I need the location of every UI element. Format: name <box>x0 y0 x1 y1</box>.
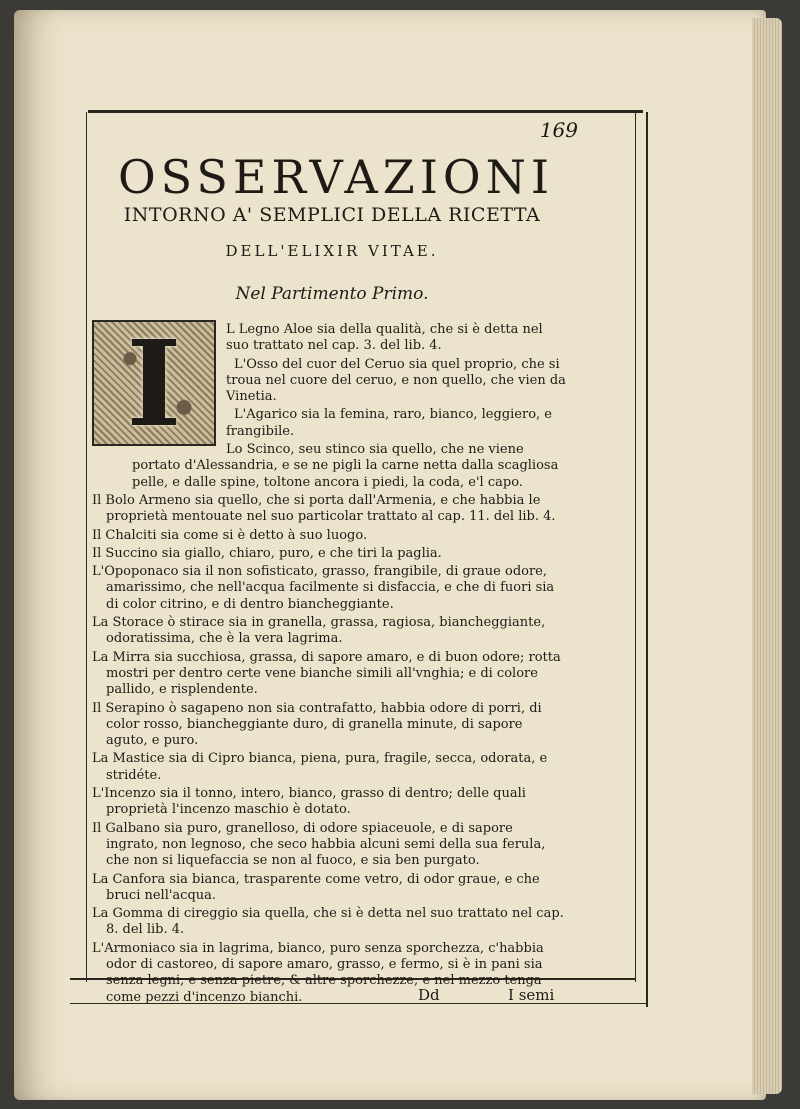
paragraph: L'Osso del cuor del Ceruo sia quel proprio, che si troua nel cuore del ceruo, e non quello, che vien da Vinetia. <box>226 356 566 405</box>
page-number: 169 <box>539 118 578 142</box>
paragraph: Il Bolo Armeno sia quello, che si porta dall'Armenia, e che habbia le proprietà mentouate nel suo particolar trattato al cap. 11. del lib. 4. <box>92 492 556 525</box>
body-text <box>92 314 568 1008</box>
subtitle-line-1: INTORNO A' SEMPLICI DELLA RICETTA <box>123 204 541 226</box>
paragraph: Il Succino sia giallo, chiaro, puro, e che tiri la paglia. <box>92 545 442 561</box>
page-title: OSSERVAZIONI <box>117 150 555 204</box>
paragraph: Lo Scinco, seu stinco sia quello, che ne viene portato d'Alessandria, e se ne pigli la carne netta dalla scagliosa pelle, e dalle spine, toltone ancora i piedi, la coda, e'l capo. <box>132 442 559 490</box>
paragraph: L'Incenzo sia il tonno, intero, bianco, grasso di dentro; delle quali proprietà l'incenzo maschio è dotato. <box>92 786 526 818</box>
page-edges <box>752 18 782 1094</box>
signature-mark: Dd <box>418 986 440 1004</box>
section-heading: Nel Partimento Primo. <box>235 284 429 304</box>
catchword: I semi <box>508 986 555 1004</box>
subtitle-line-2: DELL'ELIXIR VITAE. <box>225 242 439 260</box>
paragraph: La Canfora sia bianca, trasparente come vetro, di odor graue, e che bruci nell'acqua. <box>92 871 540 903</box>
paragraph: Il Galbano sia puro, granelloso, di odore spiaceuole, e di sapore ingrato, non legnoso, che seco habbia alcuni semi della sua ferula, che non si liquefaccia se non al fuoco, e sia ben purgato. <box>92 820 546 869</box>
paragraph: L Legno Aloe sia della qualità, che si è detta nel suo trattato nel cap. 3. del lib. 4. <box>226 322 543 354</box>
paragraph: L'Opoponaco sia il non sofisticato, grasso, frangibile, di graue odore, amarissimo, che nell'acqua facilmente si disfaccia, e che di fuori sia di color citrino, e di dentro biancheggiante. <box>92 564 555 612</box>
paragraph: La Mirra sia succhiosa, grassa, di sapore amaro, e di buon odore; rotta mostri per dentro certe vene bianche simili all'vnghia; e di colore pallido, e risplendente. <box>92 649 561 698</box>
paragraph: Il Serapino ò sagapeno non sia contrafatto, habbia odore di porri, di color rosso, biancheggiante duro, di granella minute, di sapore aguto, e puro. <box>92 700 542 749</box>
paragraph: La Gomma di cireggio sia quella, che si è detta nel suo trattato nel cap. 8. del lib. 4. <box>92 906 564 938</box>
paragraph: Il Chalciti sia come si è detto à suo luogo. <box>92 527 368 543</box>
paragraph: La Mastice sia di Cipro bianca, piena, pura, fragile, secca, odorata, e stridéte. <box>92 751 548 783</box>
paragraph: L'Armoniaco sia in lagrima, bianco, puro senza sporchezza, c'habbia odor di castoreo, di sapore amaro, grasso, e fermo, si è in pani sia senza legni, e senza pietre, & altre sporchezze; e nel mezzo tenga come pezzi d'incenzo bianchi. <box>92 940 544 1005</box>
drop-cap-letter: I <box>126 314 182 453</box>
paragraph: L'Agarico sia la femina, raro, bianco, leggiero, e frangibile. <box>226 407 552 439</box>
paragraph: La Storace ò stirace sia in granella, grassa, ragiosa, biancheggiante, odoratissima, che è la vera lagrima. <box>92 615 546 647</box>
